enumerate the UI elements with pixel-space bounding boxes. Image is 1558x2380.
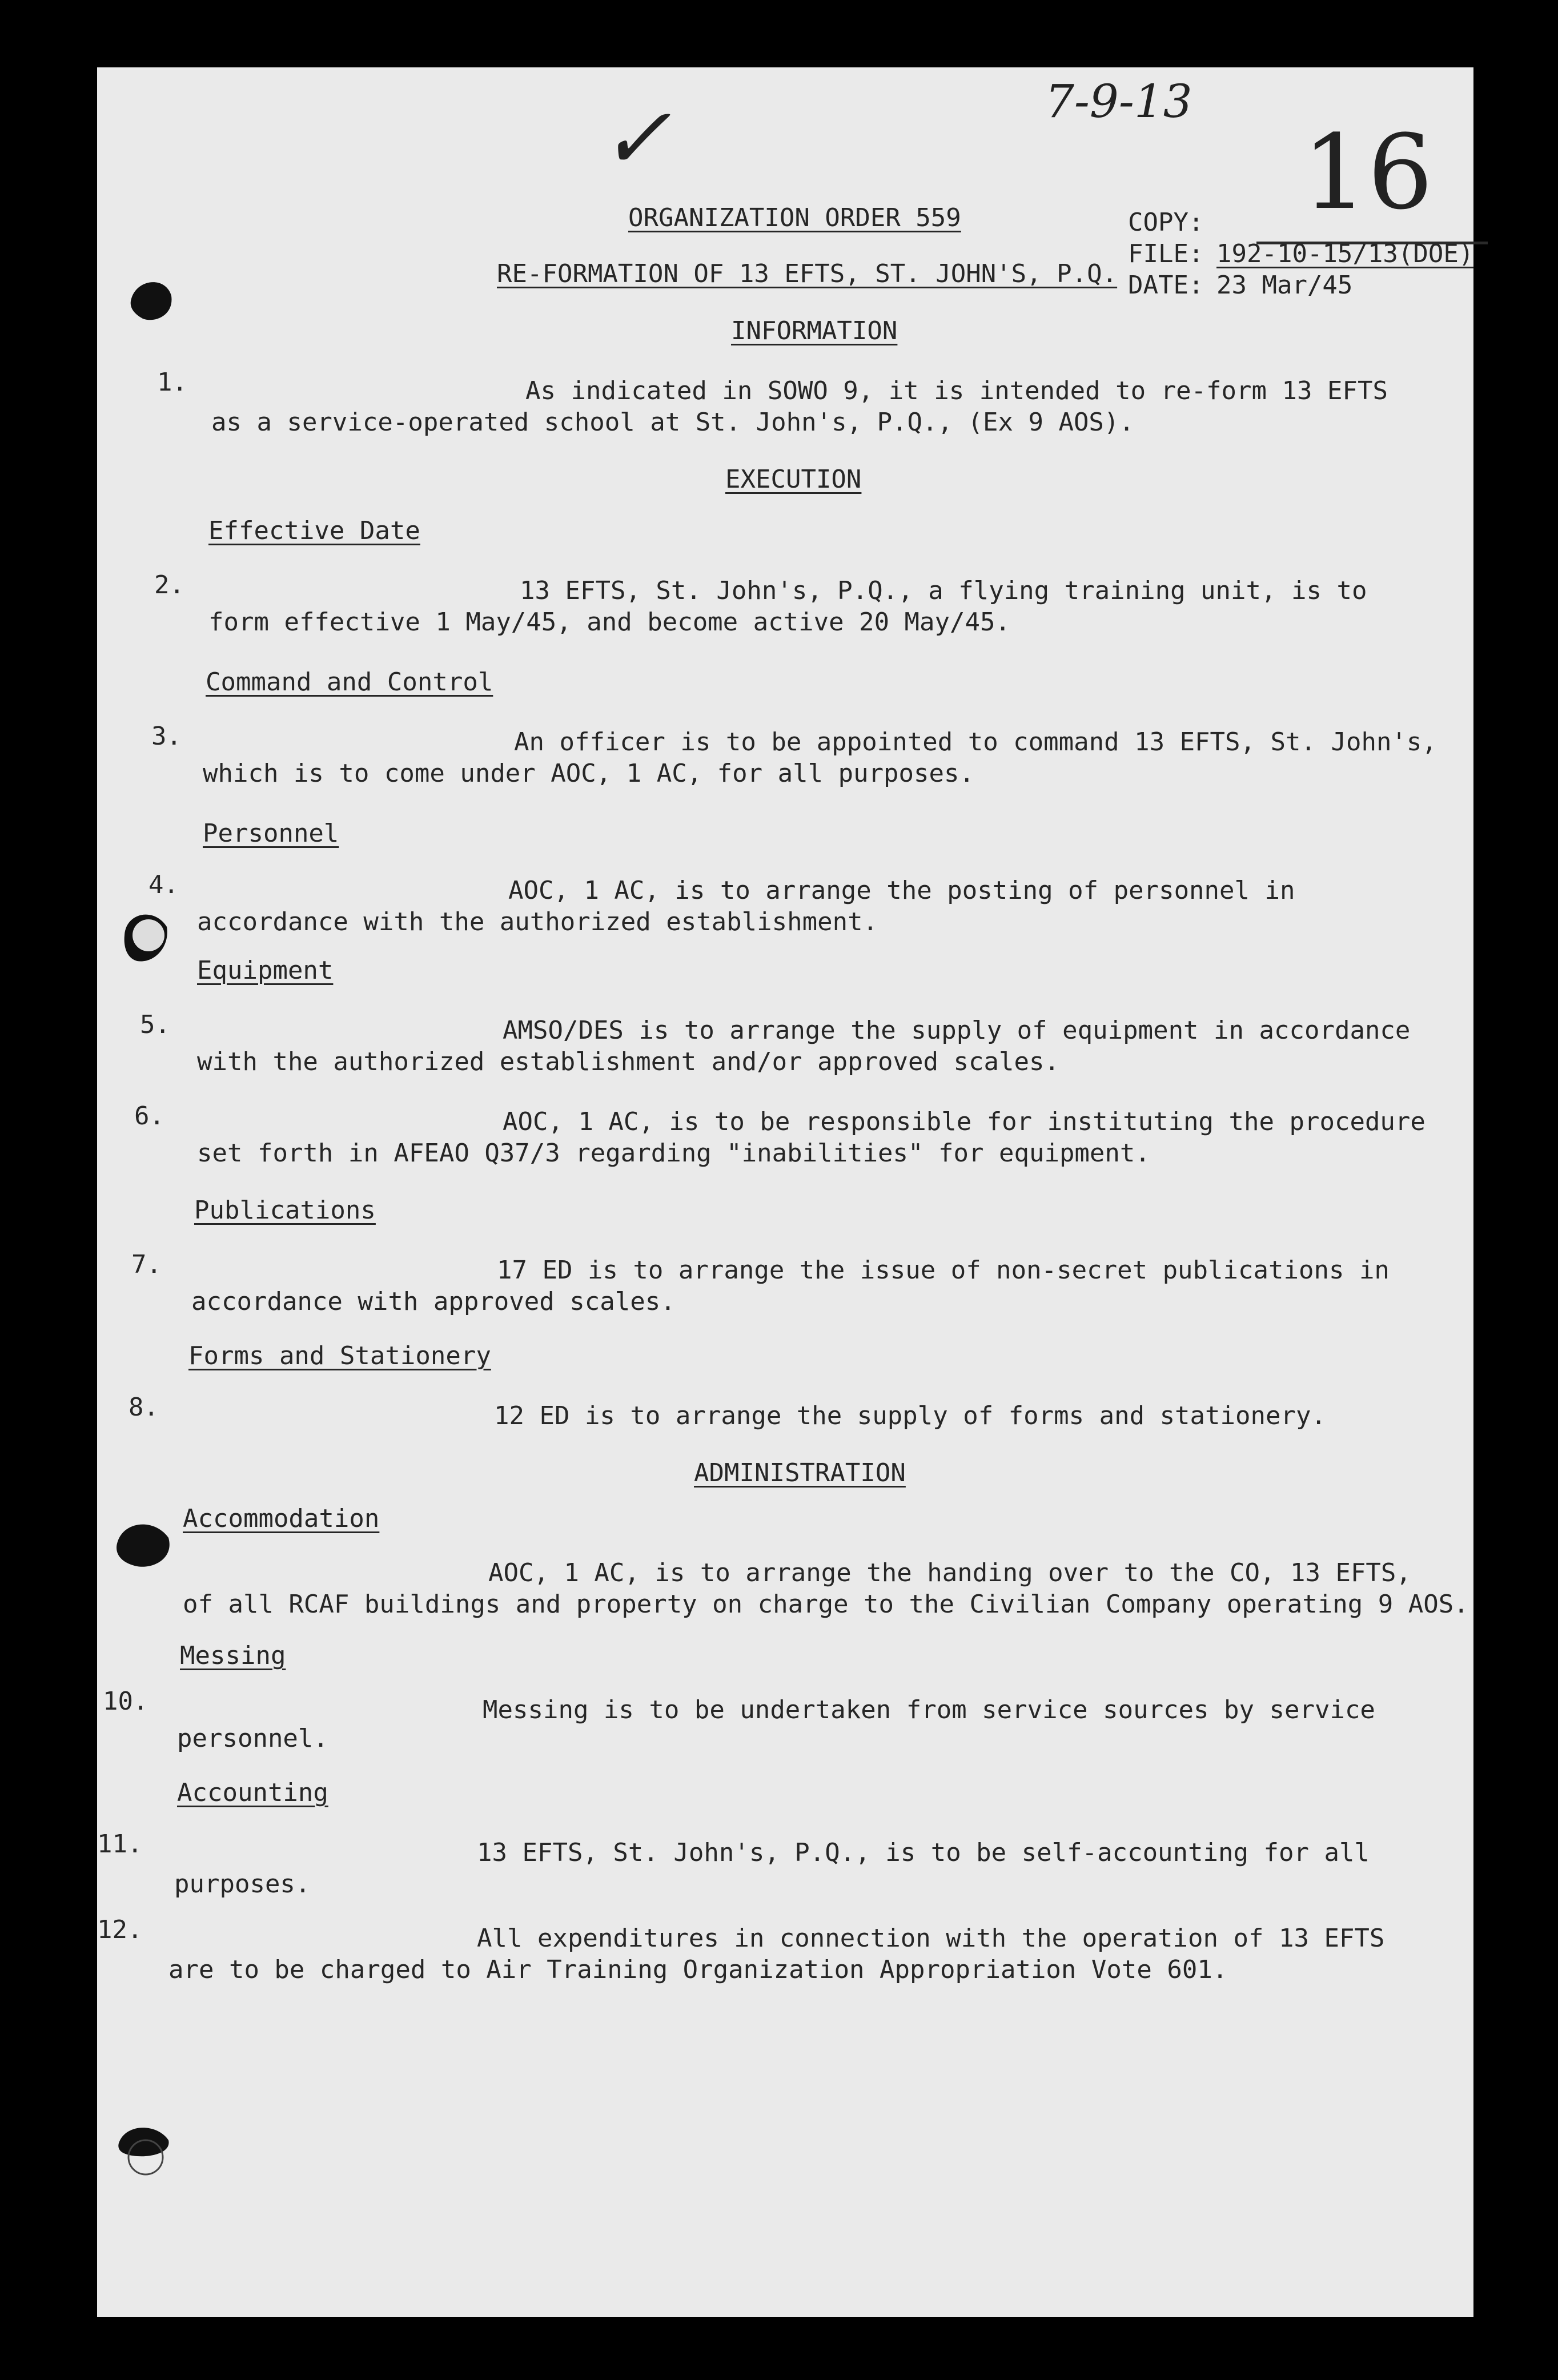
paragraph-line: All expenditures in connection with the operation of 13 EFTS [477, 1924, 1385, 1953]
order-title: ORGANIZATION ORDER 559 [628, 203, 961, 232]
paragraph-line: of all RCAF buildings and property on charge to the Civilian Company operating 9 AOS. [183, 1590, 1469, 1619]
handwritten-file-reference: 7-9-13 [1045, 75, 1192, 128]
section-execution: EXECUTION [725, 465, 862, 494]
subheading-command-control: Command and Control [206, 668, 493, 697]
copy-label: COPY: [1128, 208, 1204, 237]
date-value: 23 Mar/45 [1216, 271, 1353, 300]
paragraph-line: 12 ED is to arrange the supply of forms and stationery. [494, 1401, 1326, 1430]
paragraph-number: 7. [131, 1250, 162, 1279]
subheading-publications: Publications [194, 1196, 376, 1225]
order-subtitle: RE-FORMATION OF 13 EFTS, ST. JOHN'S, P.Q. [497, 259, 1118, 288]
paragraph-number: 12. [97, 1915, 143, 1944]
paragraph-line: 13 EFTS, St. John's, P.Q., is to be self-accounting for all [477, 1838, 1370, 1867]
paragraph-number: 6. [134, 1101, 164, 1131]
paragraph-line: 17 ED is to arrange the issue of non-secret publications in [497, 1256, 1390, 1285]
paragraph-number: 3. [151, 722, 182, 751]
paragraph-line: purposes. [174, 1870, 311, 1899]
punch-hole [114, 2117, 177, 2180]
paragraph-line: AOC, 1 AC, is to be responsible for instituting the procedure [503, 1107, 1426, 1136]
paragraph-number: 2. [154, 570, 184, 600]
subheading-forms-stationery: Forms and Stationery [188, 1341, 491, 1370]
paragraph-number: 5. [140, 1010, 170, 1039]
handwritten-checkmark: ✓ [600, 89, 672, 188]
document-page [97, 67, 1473, 2317]
paragraph-line: set forth in AFEAO Q37/3 regarding "inabilities" for equipment. [197, 1139, 1150, 1168]
paragraph-line: accordance with approved scales. [191, 1287, 676, 1316]
paragraph-line: AMSO/DES is to arrange the supply of equipment in accordance [503, 1016, 1411, 1045]
paragraph-line: An officer is to be appointed to command 13 EFTS, St. John's, [514, 727, 1437, 757]
subheading-personnel: Personnel [203, 819, 339, 848]
paragraph-line: As indicated in SOWO 9, it is intended to re-form 13 EFTS [525, 376, 1388, 405]
paragraph-number: 4. [148, 870, 179, 899]
paragraph-line: personnel. [177, 1724, 328, 1753]
subheading-messing: Messing [180, 1641, 286, 1670]
handwritten-page-number: 16 [1302, 113, 1433, 232]
punch-hole [114, 1512, 177, 1575]
section-administration: ADMINISTRATION [694, 1458, 906, 1488]
subheading-accounting: Accounting [177, 1778, 328, 1807]
paragraph-line: 13 EFTS, St. John's, P.Q., a flying training unit, is to [520, 576, 1367, 605]
paragraph-line: which is to come under AOC, 1 AC, for all purposes. [203, 759, 975, 788]
punch-hole [126, 273, 177, 324]
paragraph-number: 8. [129, 1393, 159, 1422]
subheading-accommodation: Accommodation [183, 1504, 380, 1533]
paragraph-line: with the authorized establishment and/or approved scales. [197, 1047, 1059, 1076]
file-label: FILE: [1128, 239, 1204, 268]
date-label: DATE: [1128, 271, 1204, 300]
file-number: 192-10-15/13(DOE) [1216, 239, 1474, 268]
paragraph-line: AOC, 1 AC, is to arrange the handing over to the CO, 13 EFTS, [488, 1558, 1411, 1587]
paragraph-number: 10. [103, 1687, 148, 1716]
paragraph-line: form effective 1 May/45, and become active 20 May/45. [208, 608, 1010, 637]
paragraph-number: 1. [157, 368, 187, 397]
paragraph-line: AOC, 1 AC, is to arrange the posting of personnel in [508, 876, 1295, 905]
punch-hole [120, 901, 171, 970]
paragraph-line: Messing is to be undertaken from service sources by service [483, 1695, 1375, 1724]
paragraph-line: are to be charged to Air Training Organization Appropriation Vote 601. [168, 1955, 1228, 1984]
subheading-equipment: Equipment [197, 956, 334, 985]
paragraph-line: accordance with the authorized establishment. [197, 907, 878, 936]
section-information: INFORMATION [731, 316, 898, 345]
subheading-effective-date: Effective Date [208, 516, 420, 545]
paragraph-line: as a service-operated school at St. John's, P.Q., (Ex 9 AOS). [211, 408, 1134, 437]
paragraph-number: 11. [97, 1830, 143, 1859]
